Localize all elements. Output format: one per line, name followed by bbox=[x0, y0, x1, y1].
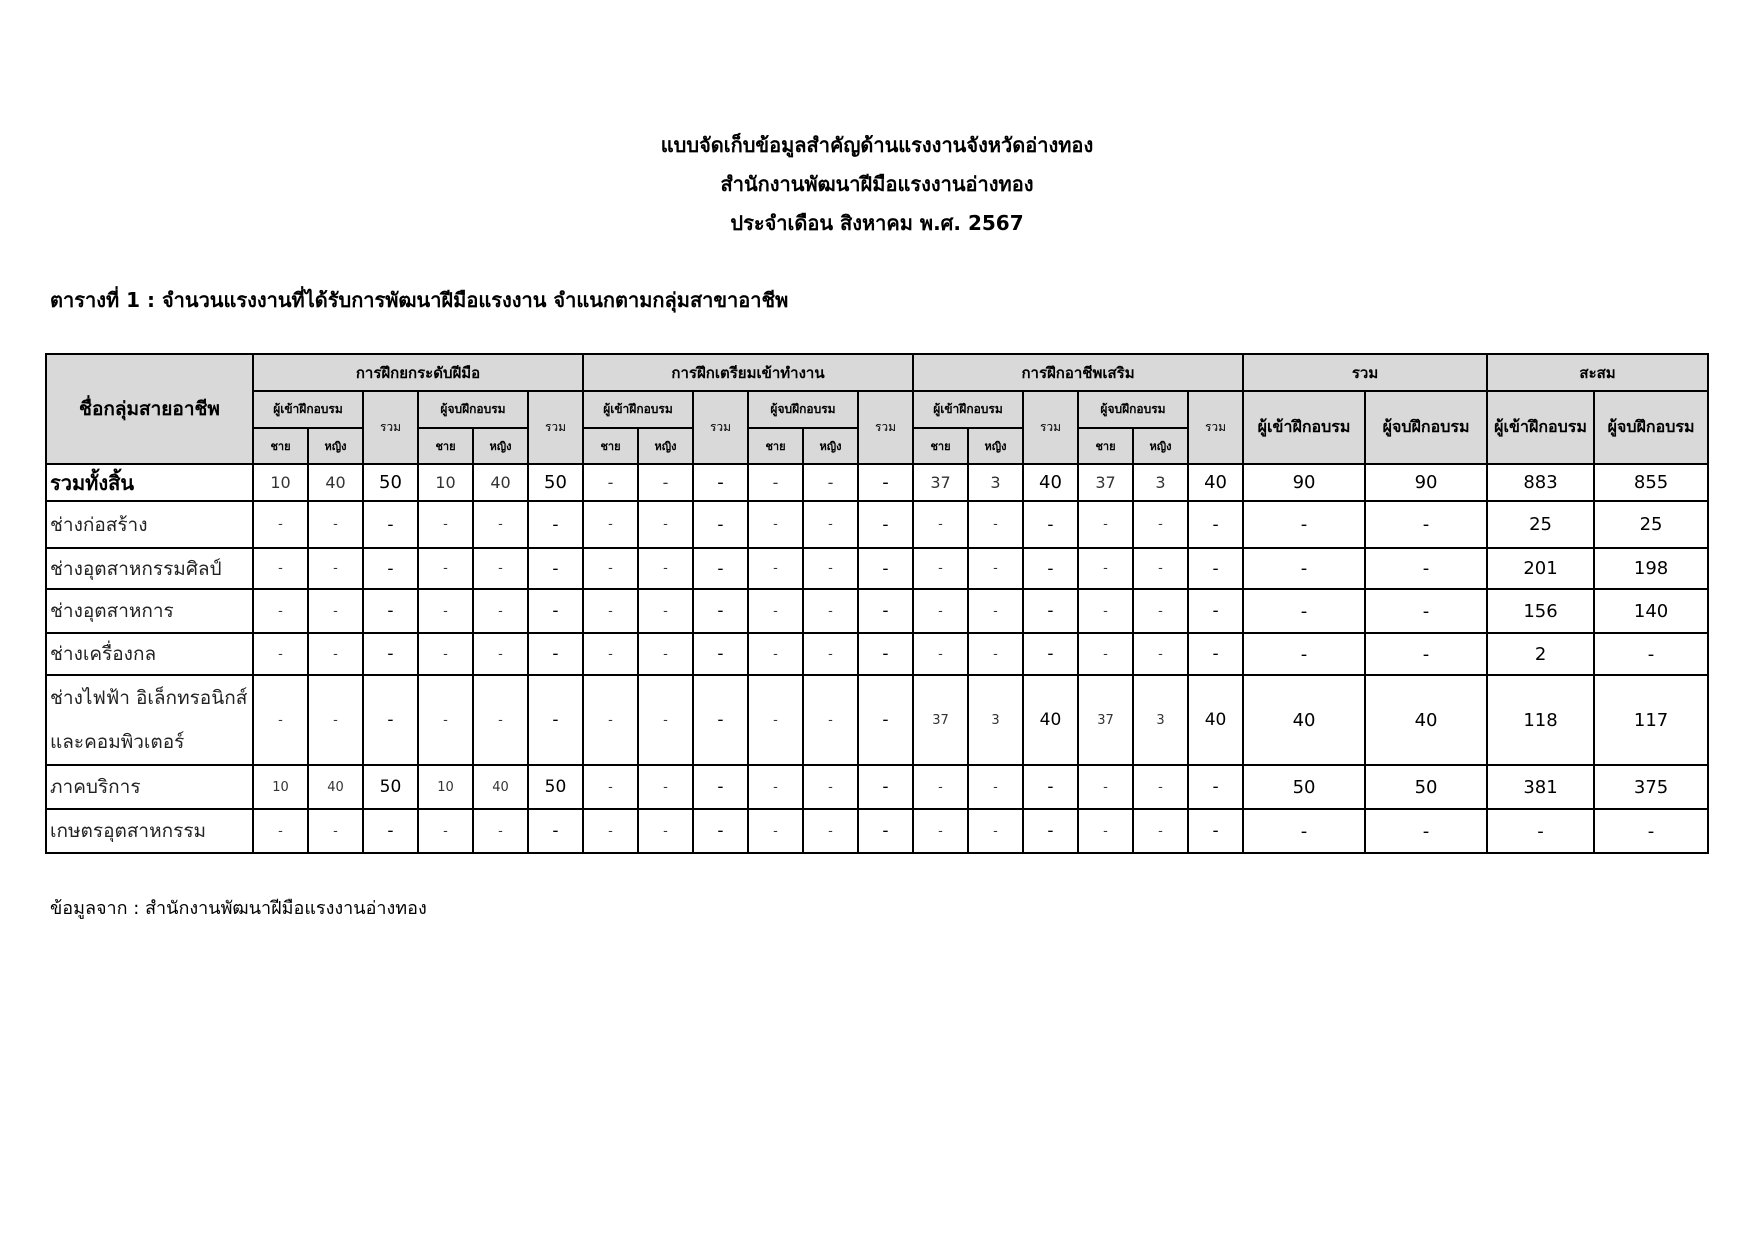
subheader-female: หญิง bbox=[803, 428, 858, 464]
table-cell: - bbox=[638, 633, 693, 675]
table-total-row bbox=[46, 464, 1708, 501]
table-cell: - bbox=[803, 675, 858, 765]
table-cell: - bbox=[803, 548, 858, 589]
table-cell: - bbox=[1365, 589, 1487, 633]
table-cell: - bbox=[1188, 809, 1243, 853]
table-cell: - bbox=[1188, 501, 1243, 548]
table-cell: - bbox=[638, 589, 693, 633]
table-cell: - bbox=[583, 589, 638, 633]
table-cell: - bbox=[968, 548, 1023, 589]
subheader-male: ชาย bbox=[748, 428, 803, 464]
table-cell: 10 bbox=[253, 464, 308, 501]
table-cell: - bbox=[1023, 501, 1078, 548]
table-cell: - bbox=[803, 809, 858, 853]
table-cell: - bbox=[748, 464, 803, 501]
table-cell: 3 bbox=[968, 675, 1023, 765]
table-cell: 50 bbox=[528, 464, 583, 501]
table-cell: - bbox=[748, 633, 803, 675]
table-cell: - bbox=[803, 765, 858, 809]
table-cell: - bbox=[1365, 501, 1487, 548]
labour-training-table bbox=[45, 353, 1709, 854]
table-cell: - bbox=[418, 633, 473, 675]
table-cell: - bbox=[748, 589, 803, 633]
subheader-female: หญิง bbox=[638, 428, 693, 464]
subheader-male: ชาย bbox=[418, 428, 473, 464]
table-cell: 117 bbox=[1594, 675, 1708, 765]
table-cell: - bbox=[583, 633, 638, 675]
occupation-group-name: ช่างอุตสาหกรรมศิลป์ bbox=[46, 548, 253, 589]
table-cell: - bbox=[418, 548, 473, 589]
table-cell: - bbox=[1188, 589, 1243, 633]
table-cell: - bbox=[1023, 589, 1078, 633]
table-cell: - bbox=[1188, 633, 1243, 675]
occupation-group-name: รวมทั้งสิ้น bbox=[46, 464, 253, 501]
table-cell: - bbox=[253, 809, 308, 853]
title-line-1: แบบจัดเก็บข้อมูลสำคัญด้านแรงงานจังหวัดอ่างทอง bbox=[660, 133, 1094, 157]
occupation-group-name: ช่างไฟฟ้า อิเล็กทรอนิกส์และคอมพิวเตอร์ bbox=[46, 675, 253, 765]
table-cell: 40 bbox=[473, 464, 528, 501]
table-cell: 10 bbox=[253, 765, 308, 809]
table-cell: - bbox=[473, 548, 528, 589]
table-cell: - bbox=[913, 809, 968, 853]
table-cell: - bbox=[858, 675, 913, 765]
table-cell: - bbox=[528, 809, 583, 853]
table-cell: - bbox=[363, 548, 418, 589]
subheader-enter: ผู้เข้าฝึกอบรม bbox=[1487, 391, 1594, 464]
table-cell: - bbox=[308, 501, 363, 548]
subheader-finish: ผู้จบฝึกอบรม bbox=[748, 391, 858, 428]
table-cell: 375 bbox=[1594, 765, 1708, 809]
table-cell: - bbox=[473, 809, 528, 853]
table-cell: 3 bbox=[968, 464, 1023, 501]
group-header-supplementary: การฝึกอาชีพเสริม bbox=[913, 354, 1243, 391]
table-cell: - bbox=[253, 589, 308, 633]
table-cell: - bbox=[968, 633, 1023, 675]
table-cell: - bbox=[1243, 633, 1365, 675]
table-cell: 90 bbox=[1243, 464, 1365, 501]
table-row bbox=[46, 675, 1708, 765]
subheader-female: หญิง bbox=[473, 428, 528, 464]
table-row bbox=[46, 633, 1708, 675]
table-cell: - bbox=[693, 501, 748, 548]
table-cell: - bbox=[913, 501, 968, 548]
table-cell: - bbox=[253, 675, 308, 765]
table-cell: - bbox=[528, 501, 583, 548]
table-cell: - bbox=[363, 809, 418, 853]
table-cell: - bbox=[363, 633, 418, 675]
title-line-2: สำนักงานพัฒนาฝีมือแรงงานอ่างทอง bbox=[720, 172, 1034, 196]
subheader-female: หญิง bbox=[308, 428, 363, 464]
table-body bbox=[46, 464, 1708, 853]
table-cell: 2 bbox=[1487, 633, 1594, 675]
table-cell: - bbox=[1243, 548, 1365, 589]
table-cell: - bbox=[1023, 809, 1078, 853]
table-cell: - bbox=[693, 589, 748, 633]
table-cell: 25 bbox=[1487, 501, 1594, 548]
group-header-pre-employment: การฝึกเตรียมเข้าทำงาน bbox=[583, 354, 913, 391]
occupation-group-name: ภาคบริการ bbox=[46, 765, 253, 809]
subheader-finish: ผู้จบฝึกอบรม bbox=[1365, 391, 1487, 464]
table-cell: - bbox=[803, 464, 858, 501]
table-cell: - bbox=[1023, 765, 1078, 809]
table-cell: - bbox=[913, 765, 968, 809]
table-cell: - bbox=[418, 809, 473, 853]
table-cell: - bbox=[748, 809, 803, 853]
table-cell: - bbox=[803, 501, 858, 548]
table-cell: - bbox=[748, 501, 803, 548]
table-cell: - bbox=[638, 765, 693, 809]
table-cell: - bbox=[693, 548, 748, 589]
table-cell: - bbox=[968, 589, 1023, 633]
table-cell: 40 bbox=[1365, 675, 1487, 765]
table-cell: - bbox=[693, 675, 748, 765]
subheader-enter: ผู้เข้าฝึกอบรม bbox=[913, 391, 1023, 428]
table-cell: 10 bbox=[418, 464, 473, 501]
table-cell: 156 bbox=[1487, 589, 1594, 633]
table-cell: - bbox=[693, 633, 748, 675]
group-header-total: รวม bbox=[1243, 354, 1487, 391]
table-cell: 198 bbox=[1594, 548, 1708, 589]
table-cell: - bbox=[1078, 633, 1133, 675]
table-cell: 25 bbox=[1594, 501, 1708, 548]
table-cell: 140 bbox=[1594, 589, 1708, 633]
table-cell: 381 bbox=[1487, 765, 1594, 809]
table-cell: - bbox=[473, 675, 528, 765]
subheader-enter: ผู้เข้าฝึกอบรม bbox=[583, 391, 693, 428]
table-cell: - bbox=[1243, 809, 1365, 853]
subheader-total: รวม bbox=[858, 391, 913, 464]
subheader-total: รวม bbox=[693, 391, 748, 464]
subheader-male: ชาย bbox=[1078, 428, 1133, 464]
table-cell: - bbox=[913, 633, 968, 675]
table-cell: - bbox=[1133, 501, 1188, 548]
table-cell: - bbox=[913, 589, 968, 633]
table-cell: - bbox=[748, 548, 803, 589]
occupation-group-name: ช่างก่อสร้าง bbox=[46, 501, 253, 548]
table-cell: 40 bbox=[308, 765, 363, 809]
table-cell: - bbox=[748, 675, 803, 765]
table-cell: 37 bbox=[1078, 464, 1133, 501]
table-cell: 40 bbox=[1188, 675, 1243, 765]
table-cell: - bbox=[308, 809, 363, 853]
table-cell: - bbox=[308, 633, 363, 675]
table-cell: - bbox=[803, 589, 858, 633]
table-cell: - bbox=[858, 548, 913, 589]
table-cell: - bbox=[1243, 589, 1365, 633]
table-cell: 37 bbox=[913, 675, 968, 765]
row-header: ชื่อกลุ่มสายอาชีพ bbox=[46, 354, 253, 464]
table-cell: 50 bbox=[1243, 765, 1365, 809]
table-cell: - bbox=[1133, 589, 1188, 633]
table-cell: 50 bbox=[1365, 765, 1487, 809]
table-cell: - bbox=[528, 589, 583, 633]
table-cell: 118 bbox=[1487, 675, 1594, 765]
table-row bbox=[46, 589, 1708, 633]
table-cell: - bbox=[1594, 633, 1708, 675]
subheader-male: ชาย bbox=[913, 428, 968, 464]
table-cell: - bbox=[1133, 548, 1188, 589]
table-cell: - bbox=[1133, 633, 1188, 675]
table-cell: - bbox=[1023, 548, 1078, 589]
occupation-group-name: ช่างอุตสาหการ bbox=[46, 589, 253, 633]
subheader-female: หญิง bbox=[968, 428, 1023, 464]
table-cell: - bbox=[308, 548, 363, 589]
occupation-group-name: เกษตรอุตสาหกรรม bbox=[46, 809, 253, 853]
table-cell: - bbox=[418, 675, 473, 765]
table-cell: - bbox=[253, 633, 308, 675]
table-cell: - bbox=[1188, 548, 1243, 589]
table-cell: - bbox=[583, 501, 638, 548]
subheader-finish: ผู้จบฝึกอบรม bbox=[1078, 391, 1188, 428]
table-cell: - bbox=[638, 464, 693, 501]
table-row bbox=[46, 765, 1708, 809]
table-cell: - bbox=[803, 633, 858, 675]
table-cell: 40 bbox=[1023, 675, 1078, 765]
table-cell: - bbox=[1078, 548, 1133, 589]
table-cell: - bbox=[363, 675, 418, 765]
table-cell: 40 bbox=[308, 464, 363, 501]
table-cell: - bbox=[858, 809, 913, 853]
table-cell: - bbox=[1078, 809, 1133, 853]
table-cell: - bbox=[253, 548, 308, 589]
subheader-male: ชาย bbox=[253, 428, 308, 464]
table-cell: - bbox=[528, 633, 583, 675]
group-header-upskill: การฝึกยกระดับฝีมือ bbox=[253, 354, 583, 391]
table-cell: - bbox=[1487, 809, 1594, 853]
table-cell: - bbox=[473, 633, 528, 675]
table-cell: - bbox=[528, 675, 583, 765]
title-line-3: ประจำเดือน สิงหาคม พ.ศ. 2567 bbox=[730, 211, 1024, 235]
table-cell: 50 bbox=[363, 765, 418, 809]
table-cell: - bbox=[693, 464, 748, 501]
subheader-finish: ผู้จบฝึกอบรม bbox=[418, 391, 528, 428]
table-cell: - bbox=[638, 548, 693, 589]
table-cell: 37 bbox=[913, 464, 968, 501]
table-cell: - bbox=[968, 809, 1023, 853]
occupation-group-name: ช่างเครื่องกล bbox=[46, 633, 253, 675]
table-cell: - bbox=[748, 765, 803, 809]
table-cell: - bbox=[583, 675, 638, 765]
table-cell: - bbox=[858, 464, 913, 501]
table-cell: - bbox=[1365, 633, 1487, 675]
subheader-male: ชาย bbox=[583, 428, 638, 464]
table-cell: 855 bbox=[1594, 464, 1708, 501]
table-cell: - bbox=[583, 464, 638, 501]
group-header-cumulative: สะสม bbox=[1487, 354, 1708, 391]
table-cell: 50 bbox=[528, 765, 583, 809]
table-cell: 201 bbox=[1487, 548, 1594, 589]
subheader-female: หญิง bbox=[1133, 428, 1188, 464]
table-cell: - bbox=[1078, 501, 1133, 548]
table-cell: - bbox=[1365, 548, 1487, 589]
table-cell: - bbox=[858, 589, 913, 633]
table-cell: 40 bbox=[1188, 464, 1243, 501]
table-cell: - bbox=[1188, 765, 1243, 809]
table-cell: - bbox=[473, 501, 528, 548]
table-cell: - bbox=[968, 765, 1023, 809]
table-cell: - bbox=[418, 501, 473, 548]
subheader-total: รวม bbox=[528, 391, 583, 464]
table-caption: ตารางที่ 1 : จำนวนแรงงานที่ได้รับการพัฒนาฝีมือแรงงาน จำแนกตามกลุ่มสาขาอาชีพ bbox=[50, 288, 789, 312]
table-cell: 3 bbox=[1133, 675, 1188, 765]
table-cell: - bbox=[1243, 501, 1365, 548]
table-row bbox=[46, 548, 1708, 589]
table-cell: - bbox=[363, 589, 418, 633]
table-cell: - bbox=[638, 675, 693, 765]
table-cell: - bbox=[583, 809, 638, 853]
table-cell: 37 bbox=[1078, 675, 1133, 765]
table-cell: - bbox=[1078, 589, 1133, 633]
table-cell: - bbox=[363, 501, 418, 548]
table-cell: - bbox=[253, 501, 308, 548]
table-cell: - bbox=[968, 501, 1023, 548]
table-cell: - bbox=[1133, 765, 1188, 809]
table-cell: 40 bbox=[1243, 675, 1365, 765]
table-cell: - bbox=[583, 765, 638, 809]
subheader-total: รวม bbox=[1023, 391, 1078, 464]
table-cell: - bbox=[528, 548, 583, 589]
table-cell: - bbox=[1365, 809, 1487, 853]
table-cell: - bbox=[638, 501, 693, 548]
subheader-total: รวม bbox=[1188, 391, 1243, 464]
table-row bbox=[46, 501, 1708, 548]
table-cell: - bbox=[473, 589, 528, 633]
table-cell: 90 bbox=[1365, 464, 1487, 501]
subheader-enter: ผู้เข้าฝึกอบรม bbox=[253, 391, 363, 428]
table-cell: - bbox=[858, 765, 913, 809]
subheader-total: รวม bbox=[363, 391, 418, 464]
table-cell: - bbox=[858, 633, 913, 675]
table-cell: 883 bbox=[1487, 464, 1594, 501]
table-cell: - bbox=[693, 765, 748, 809]
table-cell: - bbox=[913, 548, 968, 589]
table-cell: 50 bbox=[363, 464, 418, 501]
table-cell: - bbox=[583, 548, 638, 589]
source-note: ข้อมูลจาก : สำนักงานพัฒนาฝีมือแรงงานอ่างทอง bbox=[50, 898, 427, 919]
table-cell: 40 bbox=[1023, 464, 1078, 501]
table-cell: - bbox=[1594, 809, 1708, 853]
table-cell: - bbox=[1133, 809, 1188, 853]
table-cell: - bbox=[1078, 765, 1133, 809]
table-cell: 10 bbox=[418, 765, 473, 809]
subheader-finish: ผู้จบฝึกอบรม bbox=[1594, 391, 1708, 464]
table-cell: 40 bbox=[473, 765, 528, 809]
table-cell: - bbox=[693, 809, 748, 853]
subheader-enter: ผู้เข้าฝึกอบรม bbox=[1243, 391, 1365, 464]
table-cell: - bbox=[308, 675, 363, 765]
table-cell: - bbox=[638, 809, 693, 853]
document-titles bbox=[0, 126, 1754, 243]
table-cell: - bbox=[858, 501, 913, 548]
table-cell: - bbox=[1023, 633, 1078, 675]
table-cell: - bbox=[308, 589, 363, 633]
table-row bbox=[46, 809, 1708, 853]
table-cell: - bbox=[418, 589, 473, 633]
table-cell: 3 bbox=[1133, 464, 1188, 501]
